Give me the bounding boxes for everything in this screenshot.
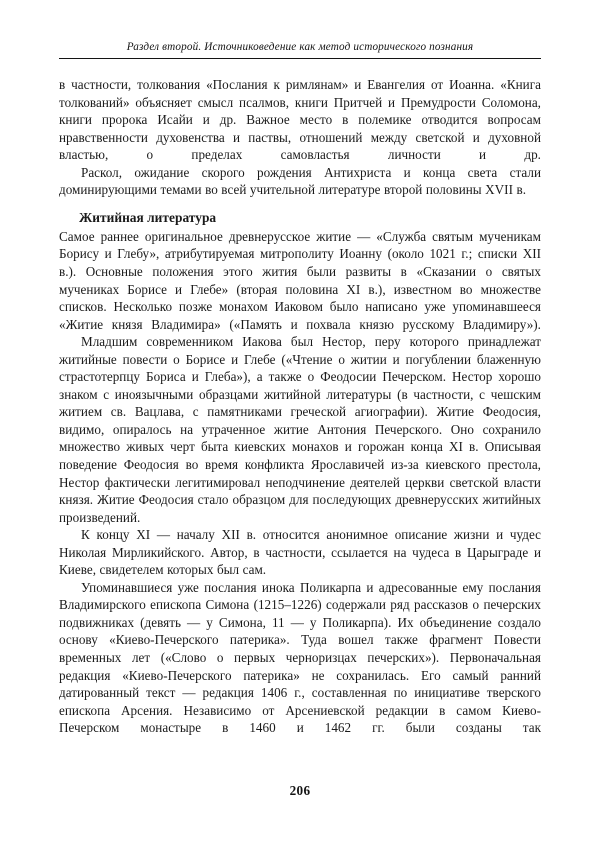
paragraph: Младшим современником Иакова был Нестор, перу которого принадлежат житийные повести о Борисе и Глебе («Чтение о житии и погублении блаженную страстотерпцу Бориса и Глеба»), а также о Феодосии Печерском. Нестор хорошо знаком с иноязычными образцами житийной литературы (в частности, с чешским житием св. Вацлава, с памятниками греческой агиографии). Житие Феодосия, видимо, опиралось на утраченное житие Антония Печерского. Оно сохранило множество живых черт быта киевских монахов и горожан конца XI в. Описывая поведение Феодосия во время конфликта Ярославичей из-за киевского престола, Нестор фактически легитимировал неподчинение деятелей церкви светской власти князя. Житие Феодосия стало образцом для последующих древнерусских житийных произведений. [59,334,541,525]
paragraph: Упоминавшиеся уже послания инока Поликарпа и адресованные ему послания Владимирского епископа Симона (1215–1226) содержали ряд рассказов о печерских подвижниках (девять — у Симона, 11 — у Поликарпа). Их объединение создало основу «Киево-Печерского патерика». Туда вошел также фрагмент Повести временных лет («Слово о первых черноризцах печерских»). Первоначальная редакция «Киево-Печерского патерика» не сохранилась. Его самый ранний датированный текст — редакция 1406 г., составленная по инициативе тверского епископа Арсения. Независимо от Арсениевской редакции в самом Киево-Печерском монастыре в 1460 и 1462 гг. были созданы так [59,579,541,736]
page-number: 206 [289,783,311,798]
paragraph: Раскол, ожидание скорого рождения Антихриста и конца света стали доминирующими темами во всей учительной литературе второй половины XVII в. [59,164,541,198]
running-header-title: Раздел второй. Источниковедение как метод исторического познания [126,41,474,53]
paragraph: К концу XI — началу XII в. относится анонимное описание жизни и чудес Николая Мирликийского. Автор, в частности, ссылается на чудеса в Царыграде и Киеве, свидетелем которых был сам. [59,527,541,578]
header-rule-divider [59,58,541,59]
page-body-text [59,76,541,737]
running-header [59,40,541,59]
section-heading-hagiographic-literature: Житийная литература [79,210,217,226]
paragraph: Самое раннее оригинальное древнерусское житие — «Служба святым мученикам Борису и Глебу», атрибутируемая митрополиту Иоанну (около 1021 г.; списки XII в.). Основные положения этого жития были развиты в «Сказании о святых мучениках Борисе и Глебе» (вторая половина XI в.), известном во множестве списков. Несколько позже монахом Иаковом было написано уже упоминавшееся «Житие князя Владимира» («Память и похвала князю русскому Владимиру»). [59,228,541,332]
paragraph: в частности, толкования «Послания к римлянам» и Евангелия от Иоанна. «Книга толкований» объясняет смысл псалмов, книги Притчей и Премудрости Соломона, книги пророка Исайи и др. Важное место в полемике отводится вопросам нравственности духовенства и паствы, отношений между светской и духовной властью, о пределах самовластья личности и др. [59,77,541,163]
